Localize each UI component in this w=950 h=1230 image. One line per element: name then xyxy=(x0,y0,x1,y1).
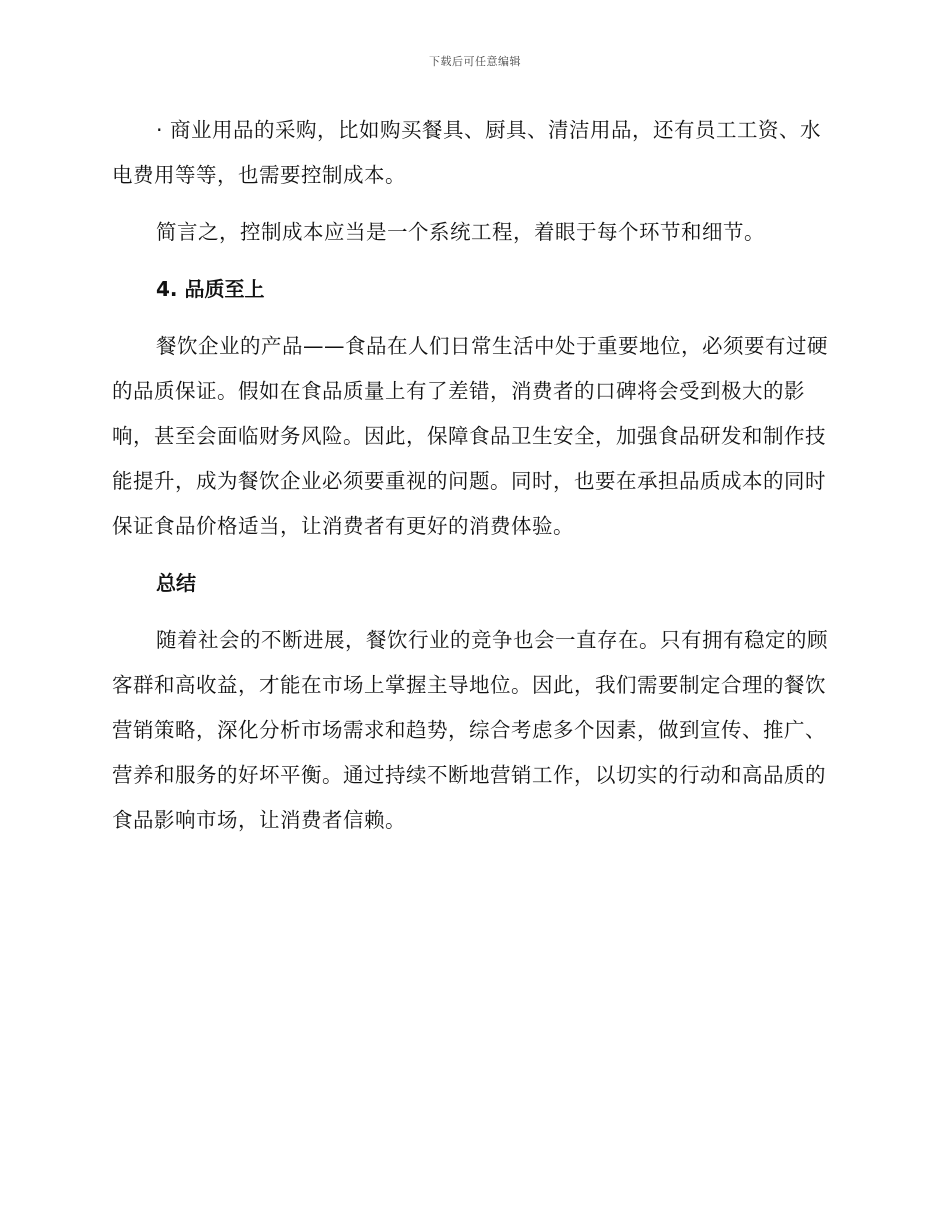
section-heading-quality: 4. 品质至上 xyxy=(156,277,265,301)
paragraph-purchasing-costs: · 商业用品的采购，比如购买餐具、厨具、清洁用品，还有员工工资、水电费用等等，也需要控制成本。 xyxy=(112,118,822,187)
document-body xyxy=(112,108,840,843)
section-heading-summary: 总结 xyxy=(156,571,196,595)
paragraph-quality: 餐饮企业的产品——食品在人们日常生活中处于重要地位，必须要有过硬的品质保证。假如在食品质量上有了差错，消费者的口碑将会受到极大的影响，甚至会面临财务风险。因此，保障食品卫生安全，加强食品研发和制作技能提升，成为餐饮企业必须要重视的问题。同时，也要在承担品质成本的同时保证食品价格适当，让消费者有更好的消费体验。 xyxy=(112,334,828,538)
paragraph-summary: 随着社会的不断进展，餐饮行业的竞争也会一直存在。只有拥有稳定的顾客群和高收益，才能在市场上掌握主导地位。因此，我们需要制定合理的餐饮营销策略，深化分析市场需求和趋势，综合考虑多个因素，做到宣传、推广、营养和服务的好坏平衡。通过持续不断地营销工作，以切实的行动和高品质的食品影响市场，让消费者信赖。 xyxy=(112,628,828,832)
header-note: 下载后可任意编辑 xyxy=(429,55,521,68)
paragraph-cost-summary: 简言之，控制成本应当是一个系统工程，着眼于每个环节和细节。 xyxy=(156,220,765,244)
